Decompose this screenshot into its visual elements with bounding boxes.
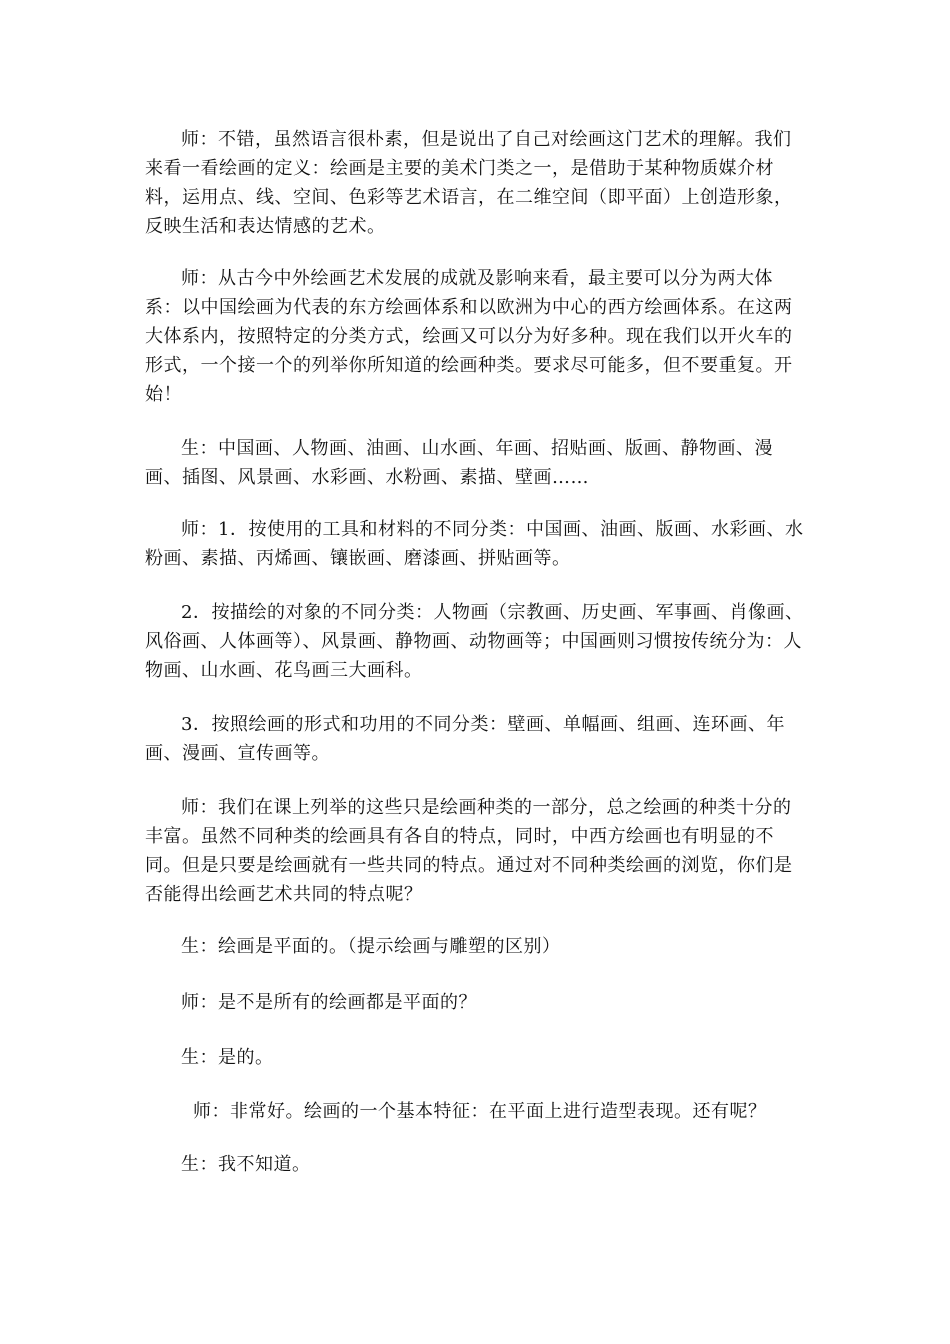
paragraph-teacher-question: 师：是不是所有的绘画都是平面的？: [181, 992, 477, 1013]
paragraph-classification-by-material: 师：1．按使用的工具和材料的不同分类：中国画、油画、版画、水彩画、水粉画、素描、丙烯画、镶嵌画、磨漆画、拼贴画等。: [145, 519, 804, 569]
paragraph-teacher-two-systems: 师：从古今中外绘画艺术发展的成就及影响来看，最主要可以分为两大体系：以中国绘画为代表的东方绘画体系和以欧洲为中心的西方绘画体系。在这两大体系内，按照特定的分类方式，绘画又可以分为好多种。现在我们以开火车的形式，一个接一个的列举你所知道的绘画种类。要求尽可能多，但不要重复。开始！: [145, 268, 793, 405]
paragraph-student-dont-know: 生：我不知道。: [181, 1154, 311, 1175]
paragraph-classification-by-form: 3．按照绘画的形式和功用的不同分类：壁画、单幅画、组画、连环画、年画、漫画、宣传画等。: [145, 714, 785, 764]
paragraph-teacher-common-features: 师：我们在课上列举的这些只是绘画种类的一部分，总之绘画的种类十分的丰富。虽然不同种类的绘画具有各自的特点，同时，中西方绘画也有明显的不同。但是只要是绘画就有一些共同的特点。通过对不同种类绘画的浏览，你们是否能得出绘画艺术共同的特点呢？: [145, 797, 793, 905]
paragraph-student-painting-types: 生：中国画、人物画、油画、山水画、年画、招贴画、版画、静物画、漫画、插图、风景画、水彩画、水粉画、素描、壁画……: [145, 438, 773, 488]
paragraph-student-flat: 生：绘画是平面的。（提示绘画与雕塑的区别）: [181, 936, 561, 957]
paragraph-teacher-definition: 师：不错，虽然语言很朴素，但是说出了自己对绘画这门艺术的理解。我们来看一看绘画的定义：绘画是主要的美术门类之一，是借助于某种物质媒介材料，运用点、线、空间、色彩等艺术语言，在二维空间（即平面）上创造形象，反映生活和表达情感的艺术。: [145, 129, 793, 237]
paragraph-classification-by-subject: 2．按描绘的对象的不同分类：人物画（宗教画、历史画、军事画、肖像画、风俗画、人体画等）、风景画、静物画、动物画等；中国画则习惯按传统分为：人物画、山水画、花鸟画三大画科。: [145, 602, 804, 681]
paragraph-teacher-basic-feature: 师：非常好。绘画的一个基本特征：在平面上进行造型表现。还有呢？: [193, 1101, 767, 1122]
paragraph-student-yes: 生：是的。: [181, 1047, 274, 1068]
